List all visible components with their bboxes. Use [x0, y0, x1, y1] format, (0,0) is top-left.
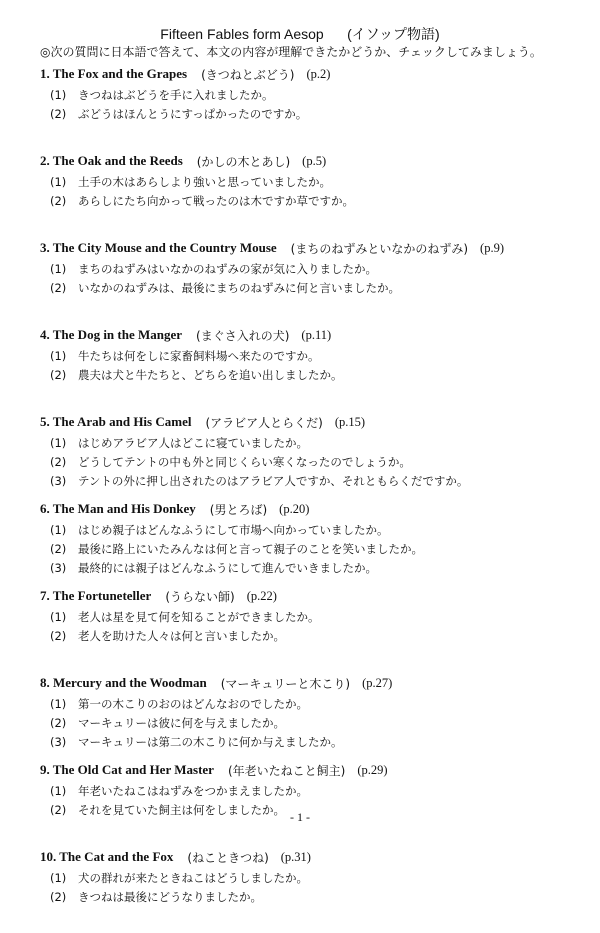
question-item [40, 868, 580, 887]
question-text: テントの外に押し出されたのはアラビア人ですか、それともらくだですか。 [78, 473, 469, 488]
fable-section [40, 63, 580, 150]
section-title-japanese: (きつねとぶどう) [201, 67, 295, 82]
question-text: どうしてテントの中も外と同じくらい寒くなったのでしょうか。 [78, 454, 411, 469]
question-text: それを見ていた飼主は何をしましたか。 [78, 802, 285, 817]
question-number: (2) [50, 889, 67, 904]
question-number: (3) [50, 473, 67, 488]
question-number: (2) [50, 193, 67, 208]
section-title-japanese: (まぐさ入れの犬) [196, 328, 290, 343]
question-number: (2) [50, 367, 67, 382]
question-text: 土手の木はあらしより強いと思っていましたか。 [78, 174, 331, 189]
fable-section [40, 150, 580, 237]
question-text: マーキュリーは第二の木こりに何か与えましたか。 [78, 734, 343, 749]
title-japanese: (イソップ物語) [347, 26, 440, 42]
page-number: - 1 - [290, 810, 310, 824]
question-text: 犬の群れが来たときねこはどうしましたか。 [78, 870, 308, 885]
section-title: 6. The Man and His Donkey [40, 501, 196, 516]
fable-section [40, 846, 580, 933]
question-number: (1) [50, 522, 67, 537]
section-heading [40, 498, 580, 520]
question-item [40, 713, 580, 732]
fable-section [40, 498, 580, 585]
section-heading [40, 759, 580, 781]
question-item [40, 626, 580, 645]
section-title-japanese: (男とろば) [209, 502, 268, 517]
section-page-ref: (p.2) [306, 66, 331, 81]
question-number: (2) [50, 541, 67, 556]
section-page-ref: (p.31) [280, 849, 311, 864]
section-heading [40, 585, 580, 607]
question-text: 老人は星を見て何を知ることができましたか。 [78, 609, 320, 624]
section-heading [40, 150, 580, 172]
question-text: きつねはぶどうを手に入れましたか。 [78, 87, 274, 102]
section-page-ref: (p.15) [334, 414, 366, 429]
question-number: (2) [50, 106, 67, 121]
question-text: まちのねずみはいなかのねずみの家が気に入りましたか。 [78, 261, 377, 276]
question-text: 年老いたねこはねずみをつかまえましたか。 [78, 783, 308, 798]
question-number: (2) [50, 280, 67, 295]
question-item [40, 558, 580, 577]
question-number: (2) [50, 802, 67, 817]
fable-sections [40, 63, 580, 933]
question-text: きつねは最後にどうなりましたか。 [78, 889, 262, 904]
fable-section [40, 585, 580, 672]
question-text: はじめアラビア人はどこに寝ていましたか。 [78, 435, 308, 450]
section-page-ref: (p.9) [480, 240, 504, 255]
fable-section [40, 324, 580, 411]
section-title: 5. The Arab and His Camel [40, 414, 192, 429]
question-text: マーキュリーは彼に何を与えましたか。 [78, 715, 285, 730]
question-item [40, 520, 580, 539]
question-number: (2) [50, 715, 67, 730]
question-text: 最終的には親子はどんなふうにして進んでいきましたか。 [78, 560, 377, 575]
question-item [40, 104, 580, 123]
instruction-text: ◎次の質問に日本語で答えて、本文の内容が理解できたかどうか、チェックしてみましょう。 [40, 45, 542, 59]
section-title: 8. Mercury and the Woodman [40, 675, 207, 690]
title-english: Fifteen Fables form Aesop [160, 26, 324, 42]
question-text: ぶどうはほんとうにすっぱかったのですか。 [78, 106, 308, 121]
section-title-japanese: (かしの木とあし) [196, 154, 291, 169]
section-heading [40, 324, 580, 346]
section-title-japanese: (ねこときつね) [187, 850, 269, 865]
section-title: 4. The Dog in the Manger [40, 327, 183, 342]
section-title-japanese: (アラビア人とらくだ) [205, 415, 323, 430]
fable-section [40, 411, 580, 498]
question-item [40, 887, 580, 906]
question-item [40, 365, 580, 384]
question-number: (1) [50, 348, 67, 363]
question-item [40, 694, 580, 713]
question-number: (1) [50, 261, 67, 276]
question-text: いなかのねずみは、最後にまちのねずみに何と言いましたか。 [78, 280, 400, 295]
question-number: (1) [50, 870, 67, 885]
question-item [40, 433, 580, 452]
question-number: (2) [50, 628, 67, 643]
question-number: (1) [50, 696, 67, 711]
question-text: 牛たちは何をしに家畜飼料場へ来たのですか。 [78, 348, 320, 363]
question-number: (3) [50, 560, 67, 575]
question-text: 第一の木こりのおのはどんなおのでしたか。 [78, 696, 308, 711]
section-page-ref: (p.11) [301, 327, 332, 342]
question-item [40, 191, 580, 210]
question-number: (1) [50, 609, 67, 624]
question-text: 老人を助けた人々は何と言いましたか。 [78, 628, 285, 643]
question-item [40, 259, 580, 278]
section-title: 10. The Cat and the Fox [40, 849, 174, 864]
section-title-japanese: (マーキュリーと木こり) [220, 676, 351, 691]
question-item [40, 732, 580, 751]
section-heading [40, 237, 580, 259]
section-page-ref: (p.22) [246, 588, 277, 603]
section-heading [40, 411, 580, 433]
question-text: 最後に路上にいたみんなは何と言って親子のことを笑いましたか。 [78, 541, 423, 556]
section-heading [40, 63, 580, 85]
section-title: 7. The Fortuneteller [40, 588, 152, 603]
section-title-japanese: (年老いたねこと飼主) [227, 763, 346, 778]
fable-section [40, 672, 580, 759]
question-item [40, 172, 580, 191]
question-number: (3) [50, 734, 67, 749]
question-item [40, 539, 580, 558]
section-title: 1. The Fox and the Grapes [40, 66, 188, 81]
section-heading [40, 846, 580, 868]
question-number: (1) [50, 435, 67, 450]
question-number: (1) [50, 87, 67, 102]
question-item [40, 452, 580, 471]
question-text: はじめ親子はどんなふうにして市場へ向かっていましたか。 [78, 522, 389, 537]
question-text: 農夫は犬と牛たちと、どちらを追い出しましたか。 [78, 367, 343, 382]
question-item [40, 471, 580, 490]
question-number: (1) [50, 783, 67, 798]
section-page-ref: (p.29) [357, 762, 388, 777]
section-title-japanese: (まちのねずみといなかのねずみ) [290, 241, 469, 256]
section-heading [40, 672, 580, 694]
section-title: 2. The Oak and the Reeds [40, 153, 183, 168]
fable-section [40, 237, 580, 324]
section-title: 3. The City Mouse and the Country Mouse [40, 240, 277, 255]
fable-section [40, 759, 580, 846]
section-page-ref: (p.27) [362, 675, 393, 690]
question-item [40, 278, 580, 297]
section-page-ref: (p.5) [302, 153, 327, 168]
section-page-ref: (p.20) [279, 501, 310, 516]
question-item [40, 346, 580, 365]
question-text: あらしにたち向かって戦ったのは木ですか草ですか。 [78, 193, 354, 208]
page-title [0, 25, 600, 43]
question-item [40, 781, 580, 800]
section-title: 9. The Old Cat and Her Master [40, 762, 214, 777]
question-number: (2) [50, 454, 67, 469]
question-item [40, 607, 580, 626]
question-item [40, 85, 580, 104]
question-number: (1) [50, 174, 67, 189]
section-title-japanese: (うらない師) [165, 589, 235, 604]
